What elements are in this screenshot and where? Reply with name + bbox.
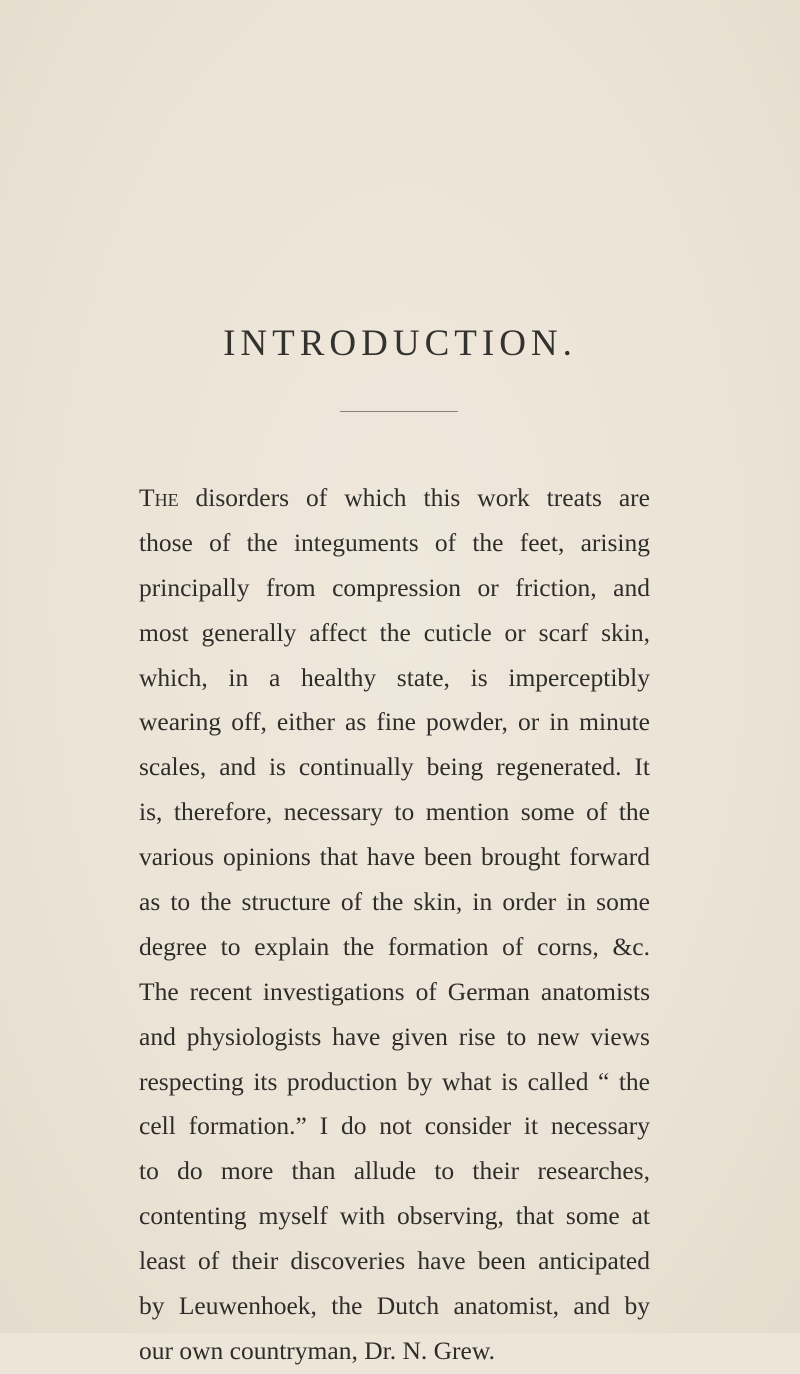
introduction-paragraph [139,476,650,1374]
text-line: various opinions that have been brought forward [139,842,650,872]
text-line: most generally affect the cuticle or scarf skin, [139,617,650,647]
text-line: our own countryman, Dr. N. Grew. [139,1335,495,1365]
text-line: is, therefore, necessary to mention some of the [139,797,650,827]
text-line: and physiologists have given rise to new views [139,1021,650,1051]
text-line: degree to explain the formation of corns, &c. [139,931,650,961]
chapter-heading: INTRODUCTION. [223,323,577,364]
text-line: least of their discoveries have been anticipated [139,1246,650,1276]
text-line: scales, and is continually being regenerated. It [139,752,650,782]
heading-rule-divider [340,411,458,412]
text-line: by Leuwenhoek, the Dutch anatomist, and by [139,1291,650,1321]
text-line: cell formation.” I do not consider it necessary [139,1111,650,1141]
text-line: those of the integuments of the feet, arising [139,527,650,557]
text-line: to do more than allude to their researches, [139,1156,650,1186]
opening-word-small-caps: The [139,483,179,512]
text-line: The recent investigations of German anatomists [139,976,650,1006]
text-line [139,476,650,521]
text-line-content: disorders of which this work treats are [178,483,650,512]
text-line: which, in a healthy state, is imperceptibly [139,662,650,692]
text-line: respecting its production by what is called “ the [139,1066,650,1096]
text-line: contenting myself with observing, that some at [139,1201,650,1231]
text-line: wearing off, either as fine powder, or in minute [139,707,650,737]
text-line: principally from compression or friction, and [139,572,650,602]
text-line: as to the structure of the skin, in order in some [139,887,650,917]
